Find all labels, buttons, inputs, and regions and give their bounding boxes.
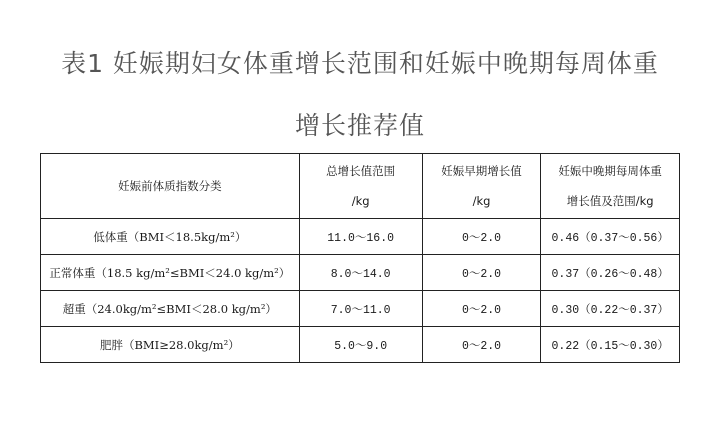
header-label: 总增长值范围: [326, 164, 396, 178]
total-gain-cell: 7.0～11.0: [299, 291, 422, 327]
header-label: 妊娠中晚期每周体重: [558, 164, 662, 178]
category-cell: [41, 327, 300, 363]
early-gain-cell: 0～2.0: [422, 219, 541, 255]
header-prepregnancy-bmi-category: [41, 154, 300, 219]
early-gain-cell: 0～2.0: [422, 291, 541, 327]
bmi-criterion: （24.0kg/m²≤BMI＜28.0 kg/m²）: [85, 301, 277, 316]
header-total-gain: [299, 154, 422, 219]
category-name: 超重: [62, 301, 86, 316]
early-gain-cell: 0～2.0: [422, 327, 541, 363]
category-name: 肥胖: [99, 337, 123, 352]
total-gain-cell: 5.0～9.0: [299, 327, 422, 363]
category-cell: [41, 291, 300, 327]
table-row: [41, 291, 680, 327]
header-label: 妊娠前体质指数分类: [118, 179, 222, 193]
total-gain-cell: 11.0～16.0: [299, 219, 422, 255]
weekly-gain-cell: 0.30（0.22～0.37）: [541, 291, 680, 327]
category-name: 正常体重: [49, 265, 96, 280]
header-weekly-gain: [541, 154, 680, 219]
category-cell: [41, 255, 300, 291]
total-gain-cell: 8.0～14.0: [299, 255, 422, 291]
document-title-line-2: 增长推荐值: [294, 111, 425, 140]
table-row: [41, 255, 680, 291]
weight-gain-table: [40, 153, 680, 363]
table-row: [41, 327, 680, 363]
table-header-row: [41, 154, 680, 219]
document-title-line-1: 表1 妊娠期妇女体重增长范围和妊娠中晚期每周体重: [61, 49, 659, 78]
category-name: 低体重: [93, 229, 128, 244]
weekly-gain-cell: 0.46（0.37～0.56）: [541, 219, 680, 255]
header-unit: 增长值及范围/kg: [566, 194, 654, 208]
bmi-criterion: （BMI＜18.5kg/m²）: [127, 229, 247, 244]
weekly-gain-cell: 0.37（0.26～0.48）: [541, 255, 680, 291]
header-unit: /kg: [351, 194, 370, 208]
weekly-gain-cell: 0.22（0.15～0.30）: [541, 327, 680, 363]
category-cell: [41, 219, 300, 255]
header-label: 妊娠早期增长值: [441, 164, 522, 178]
bmi-criterion: （BMI≥28.0kg/m²）: [122, 337, 240, 352]
early-gain-cell: 0～2.0: [422, 255, 541, 291]
header-unit: /kg: [472, 194, 491, 208]
table-row: [41, 219, 680, 255]
bmi-criterion: （18.5 kg/m²≤BMI＜24.0 kg/m²）: [95, 265, 291, 280]
header-early-gain: [422, 154, 541, 219]
